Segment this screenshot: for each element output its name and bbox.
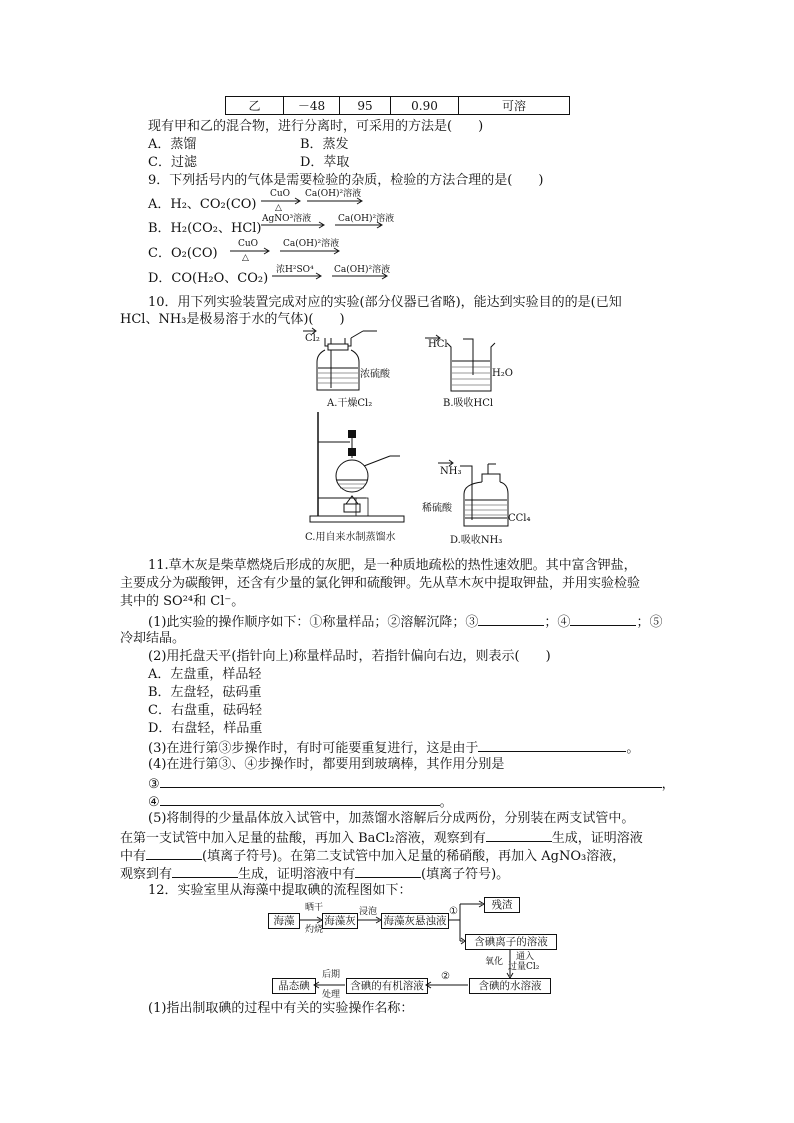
answer-blank[interactable] <box>570 612 636 626</box>
answer-blank[interactable] <box>355 864 421 878</box>
liquid-label: 浓硫酸 <box>360 369 390 380</box>
flow-edge-label: ② <box>441 971 450 982</box>
q11-sub5-line2 <box>120 828 643 847</box>
table-cell: 可溶 <box>459 97 570 115</box>
reagent-label: AgNO³溶液 <box>262 214 312 224</box>
q11-sub1-sep: ；⑤ <box>636 615 663 630</box>
q11-sub5-text: 在第一支试管中加入足量的盐酸，再加入 BaCl₂溶液，观察到有 <box>120 831 486 846</box>
q11-sub5-text: 中有 <box>120 849 147 864</box>
reaction-arrows <box>272 271 402 281</box>
flow-node-crystalline-iodine: 晶态碘 <box>272 978 316 994</box>
apparatus-caption: C.用自来水制蒸馏水 <box>305 532 396 543</box>
table-row <box>226 97 570 115</box>
q11-intro-line1: 11.草木灰是柴草燃烧后形成的灰肥，是一种质地疏松的热性速效肥。其中富含钾盐， <box>148 558 637 573</box>
reagent-label: CuO <box>238 239 259 249</box>
punctuation: 。 <box>439 795 453 810</box>
q8-option-c: C．过滤 <box>148 155 197 170</box>
heat-symbol: △ <box>242 253 249 263</box>
q9-stem: 9．下列括号内的气体是需要检验的杂质，检验的方法合理的是( ) <box>148 173 544 188</box>
reaction-arrows <box>261 220 401 230</box>
q11-sub1-text: (1)此实验的操作顺序如下：①称量样品；②溶解沉降；③ <box>148 615 479 630</box>
q11-sub5-text: (填离子符号)。 <box>421 867 510 882</box>
answer-blank[interactable] <box>146 846 202 860</box>
gas-washing-bottle-diagram <box>303 328 383 398</box>
q11-sub1-tail: 冷却结晶。 <box>120 631 186 646</box>
q12-sub1: (1)指出制取碘的过程中有关的实验操作名称： <box>148 1001 414 1016</box>
q11-sub3-text: (3)在进行第③步操作时，有时可能要重复进行，这是由于 <box>148 741 479 756</box>
q11-sub2-stem: (2)用托盘天平(指针向上)称量样品时，若指针偏向右边，则表示( ) <box>148 649 551 664</box>
q10-stem-line2: HCl、NH₃是极易溶于水的气体)( ) <box>120 312 345 327</box>
apparatus-caption: A.干燥Cl₂ <box>327 398 373 409</box>
flow-node-seaweed: 海藻 <box>268 913 300 929</box>
q11-sub4-stem: (4)在进行第③、④步操作时，都要用到玻璃棒，其作用分别是 <box>148 757 505 772</box>
reagent-label: Ca(OH)²溶液 <box>283 239 340 249</box>
q9-option-a: A．H₂、CO₂(CO) <box>148 197 257 212</box>
q11-sub5-text: 生成，证明溶液 <box>551 831 643 846</box>
gas-label: Cl₂ <box>305 333 320 344</box>
q8-option-d: D．萃取 <box>300 155 350 170</box>
q11-intro-line3: 其中的 SO²⁴和 Cl⁻。 <box>120 594 245 609</box>
reagent-label: 浓H²SO⁴ <box>276 265 314 275</box>
reagent-label: Ca(OH)²溶液 <box>334 265 391 275</box>
q8-option-a: A．蒸馏 <box>148 137 197 152</box>
q11-sub4-line1 <box>148 774 675 793</box>
answer-blank[interactable] <box>172 864 238 878</box>
q11-sub5-line1: (5)将制得的少量晶体放入试管中，加蒸馏水溶解后分成两份，分别装在两支试管中。 <box>148 811 635 826</box>
ccl4-absorption-diagram <box>438 460 518 530</box>
table-cell: －48 <box>284 97 340 115</box>
q11-sub3-line <box>148 738 639 757</box>
flow-edge-label: 氧化 <box>485 957 504 967</box>
answer-blank[interactable] <box>478 612 544 626</box>
q11-sub2-option-c: C．右盘重，砝码轻 <box>148 703 262 718</box>
distillation-apparatus-diagram <box>310 410 420 525</box>
q11-sub3-end: 。 <box>626 741 640 756</box>
flow-node-iodine-aqueous: 含碘的水溶液 <box>469 978 551 994</box>
q11-sub2-option-a: A．左盘重，样品轻 <box>148 667 262 682</box>
layer-label: CCl₄ <box>508 513 531 524</box>
flow-node-iodine-organic: 含碘的有机溶液 <box>346 978 428 994</box>
gas-label: HCl <box>428 339 448 350</box>
answer-blank[interactable] <box>486 828 552 842</box>
punctuation: ， <box>661 777 675 792</box>
flow-edge-label: 后期 <box>322 970 341 980</box>
flow-node-ash-suspension: 海藻灰悬浊液 <box>381 913 449 929</box>
q11-sub5-line3 <box>120 846 625 865</box>
q11-sub1-line <box>148 612 662 631</box>
answer-blank[interactable] <box>478 738 626 752</box>
flow-edge-label: ① <box>449 906 458 917</box>
q11-sub5-text: 观察到有 <box>120 867 173 882</box>
reagent-label: CuO <box>270 189 291 199</box>
flow-edge-label: 晒干 <box>305 903 324 913</box>
q10-stem-line1: 10．用下列实验装置完成对应的实验(部分仪器已省略)，能达到实验目的的是(已知 <box>148 295 622 310</box>
q9-option-b: B．H₂(CO₂、HCl) <box>148 221 262 236</box>
q11-sub1-sep: ；④ <box>544 615 571 630</box>
q11-sub2-option-b: B．左盘轻，砝码重 <box>148 685 262 700</box>
flow-edge-label: 通入 <box>516 952 535 962</box>
flow-edge-label: 灼烧 <box>305 925 324 935</box>
q11-sub4-line2 <box>148 792 453 811</box>
table-cell: 95 <box>340 97 391 115</box>
q11-sub5-text: (填离子符号)。在第二支试管中加入足量的稀硝酸，再加入 AgNO₃溶液， <box>202 849 626 864</box>
flow-edge-label: 浸泡 <box>359 907 378 917</box>
q11-sub5-line4 <box>120 864 509 883</box>
flow-node-seaweed-ash: 海藻灰 <box>322 913 358 929</box>
reagent-label: Ca(OH)²溶液 <box>338 214 395 224</box>
flow-edge-label: 处理 <box>322 990 341 1000</box>
flowchart-arrows <box>268 895 568 995</box>
answer-blank[interactable] <box>160 774 662 788</box>
reagent-label: Ca(OH)²溶液 <box>305 189 362 199</box>
answer-blank[interactable] <box>160 792 440 806</box>
reaction-arrows <box>261 196 381 206</box>
reaction-arrows <box>230 246 350 256</box>
q8-stem: 现有甲和乙的混合物，进行分离时，可采用的方法是( ) <box>148 119 484 134</box>
q11-intro-line2: 主要成分为碳酸钾，还含有少量的氯化钾和硫酸钾。先从草木灰中提取钾盐，并用实验检验 <box>120 576 641 591</box>
properties-table <box>225 96 570 115</box>
table-cell: 乙 <box>226 97 284 115</box>
q11-sub5-text: 生成，证明溶液中有 <box>238 867 356 882</box>
flow-node-iodide-solution: 含碘离子的溶液 <box>465 934 557 950</box>
apparatus-caption: B.吸收HCl <box>443 398 494 409</box>
heat-symbol: △ <box>275 203 282 213</box>
q12-stem: 12．实验室里从海藻中提取碘的流程图如下： <box>148 883 412 898</box>
liquid-label: H₂O <box>492 368 513 379</box>
table-cell: 0.90 <box>391 97 459 115</box>
q11-sub2-option-d: D．右盘轻，样品重 <box>148 721 263 736</box>
circled-number: ③ <box>148 777 160 792</box>
flow-edge-label: 过量Cl₂ <box>508 962 540 972</box>
q9-option-d: D．CO(H₂O、CO₂) <box>148 271 269 286</box>
q9-option-c: C．O₂(CO) <box>148 246 218 261</box>
gas-label: NH₃ <box>440 466 462 477</box>
q8-option-b: B．蒸发 <box>300 137 349 152</box>
apparatus-caption: D.吸收NH₃ <box>450 535 503 546</box>
flow-node-residue: 残渣 <box>484 897 520 913</box>
circled-number: ④ <box>148 795 160 810</box>
liquid-label: 稀硫酸 <box>422 503 452 514</box>
